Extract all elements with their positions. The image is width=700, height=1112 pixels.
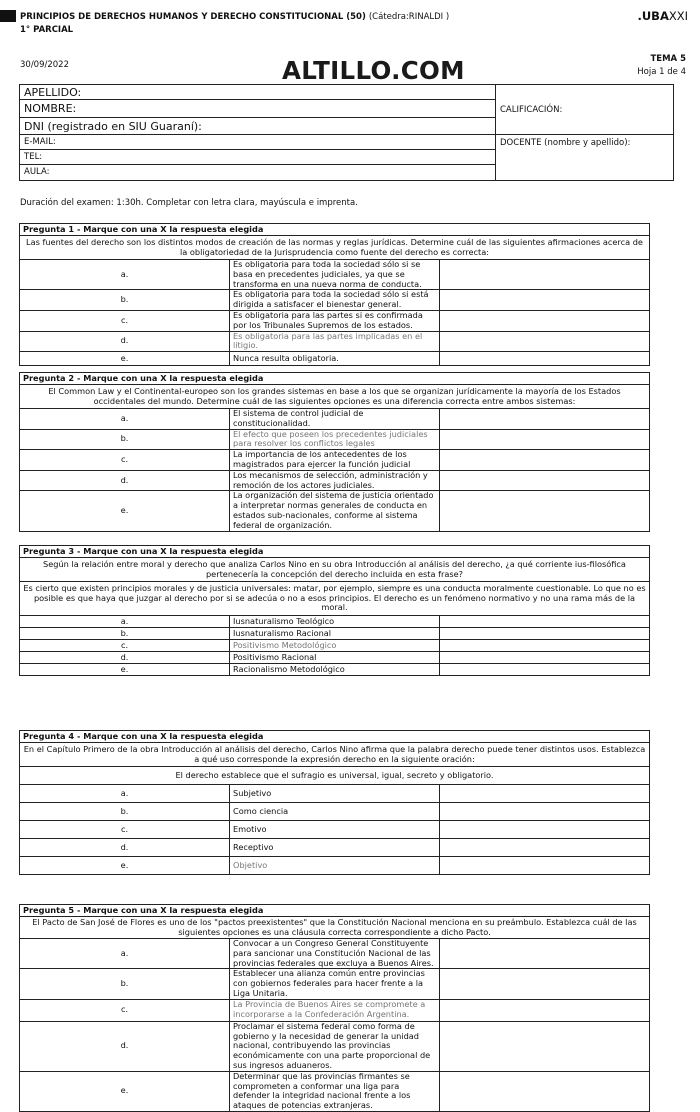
- answer-box[interactable]: [440, 470, 650, 491]
- question-title: Pregunta 5 - Marque con una X la respuesta elegida: [20, 905, 650, 917]
- answer-box[interactable]: [440, 628, 650, 640]
- option-text: Objetivo: [230, 857, 440, 875]
- apellido-field[interactable]: APELLIDO:: [20, 85, 495, 100]
- option-text: La Provincia de Buenos Aires se compromete a incorporarse a la Confederación Argentina.: [230, 999, 440, 1021]
- option-text: Es obligatoria para toda la sociedad sólo si está dirigida a satisfacer el bienestar general.: [230, 290, 440, 311]
- answer-box[interactable]: [440, 999, 650, 1021]
- option-letter: e.: [20, 664, 230, 676]
- option-text: Nunca resulta obligatoria.: [230, 352, 440, 366]
- option-letter: c.: [20, 999, 230, 1021]
- option-text: El sistema de control judicial de constitucionalidad.: [230, 409, 440, 430]
- answer-box[interactable]: [440, 640, 650, 652]
- option-text: Positivismo Racional: [230, 652, 440, 664]
- option-letter: c.: [20, 821, 230, 839]
- option-letter: c.: [20, 310, 230, 331]
- option-text: La organización del sistema de justicia orientado a interpretar normas generales de conducta en estados sub-nacionales, conforme al sistema federal de organización.: [230, 491, 440, 531]
- question-quote: Es cierto que existen principios morales y de justicia universales: matar, por ejemplo, siempre es una conducta moralmente cuestionable. Lo que no es posible es que haya que juzgar al derecho por si se adecúa o no a esos principios. El derecho es un fenómeno normativo y no una rama más de la moral.: [20, 582, 650, 616]
- answer-box[interactable]: [440, 803, 650, 821]
- question-title: Pregunta 4 - Marque con una X la respuesta elegida: [20, 731, 650, 743]
- course-title: [20, 12, 449, 22]
- option-letter: e.: [20, 1071, 230, 1111]
- uba-logo-bold: .UBA: [637, 9, 669, 23]
- option-letter: a.: [20, 616, 230, 628]
- aula-field[interactable]: AULA:: [24, 167, 50, 177]
- question-quote: El derecho establece que el sufragio es universal, igual, secreto y obligatorio.: [20, 767, 650, 785]
- option-letter: d.: [20, 839, 230, 857]
- question-prompt: El Pacto de San José de Flores es uno de los "pactos preexistentes" que la Constitución Nacional menciona en su preámbulo. Establezca cuál de las siguientes opciones es una cláusula correcta correspondiente a dicho Pacto.: [20, 917, 650, 939]
- student-fields: [20, 85, 496, 180]
- answer-box[interactable]: [440, 664, 650, 676]
- exam-instructions: Duración del examen: 1:30h. Completar con letra clara, mayúscula e imprenta.: [20, 198, 358, 208]
- question-title: Pregunta 3 - Marque con una X la respuesta elegida: [20, 546, 650, 558]
- question-3: [19, 545, 650, 676]
- question-title: Pregunta 2 - Marque con una X la respuesta elegida: [20, 373, 650, 385]
- answer-box[interactable]: [440, 652, 650, 664]
- option-letter: b.: [20, 628, 230, 640]
- option-text: La importancia de los antecedentes de los magistrados para ejercer la función judicial: [230, 450, 440, 471]
- header-black-mark: [0, 10, 16, 22]
- option-letter: b.: [20, 803, 230, 821]
- option-text: Como ciencia: [230, 803, 440, 821]
- option-text: Los mecanismos de selección, administración y remoción de los actores judiciales.: [230, 470, 440, 491]
- uba-logo: [637, 9, 688, 23]
- question-title: Pregunta 1 - Marque con una X la respuesta elegida: [20, 224, 650, 236]
- option-text: Racionalismo Metodológico: [230, 664, 440, 676]
- question-prompt: Según la relación entre moral y derecho que analiza Carlos Nino en su obra Introducción al análisis del derecho, ¿a qué corriente ius-filosófica pertenecería la concepción del derecho incluida en esta frase?: [20, 558, 650, 582]
- answer-box[interactable]: [440, 1021, 650, 1071]
- question-4: [19, 730, 650, 875]
- answer-box[interactable]: [440, 290, 650, 311]
- option-text: Es obligatoria para toda la sociedad sólo si se basa en precedentes judiciales, ya que se transforma en una nueva norma de conducta.: [230, 260, 440, 290]
- answer-box[interactable]: [440, 331, 650, 352]
- option-letter: b.: [20, 429, 230, 450]
- option-letter: d.: [20, 1021, 230, 1071]
- option-text: Es obligatoria para las partes implicadas en el litigio.: [230, 331, 440, 352]
- option-text: Iusnaturalismo Teológico: [230, 616, 440, 628]
- answer-box[interactable]: [440, 939, 650, 969]
- option-letter: a.: [20, 939, 230, 969]
- answer-box[interactable]: [440, 821, 650, 839]
- nombre-field[interactable]: NOMBRE:: [20, 100, 495, 118]
- answer-box[interactable]: [440, 785, 650, 803]
- catedra: (Cátedra:RINALDI ): [368, 12, 450, 22]
- answer-box[interactable]: [440, 409, 650, 430]
- question-prompt: En el Capítulo Primero de la obra Introducción al análisis del derecho, Carlos Nino afirma que la palabra derecho puede tener distintos usos. Establezca a qué uso corresponde la expresión derecho en la siguiente oración:: [20, 743, 650, 767]
- exam-date: 30/09/2022: [20, 60, 69, 70]
- answer-box[interactable]: [440, 310, 650, 331]
- dni-field[interactable]: DNI (registrado en SIU Guaraní):: [20, 118, 495, 135]
- answer-box[interactable]: [440, 839, 650, 857]
- altillo-watermark: ALTILLO.COM: [282, 56, 465, 85]
- question-1: [19, 223, 650, 366]
- option-letter: a.: [20, 785, 230, 803]
- calificacion-label: CALIFICACIÓN:: [500, 105, 563, 115]
- option-text: El efecto que poseen los precedentes judiciales para resolver los conflictos legales: [230, 429, 440, 450]
- answer-box[interactable]: [440, 969, 650, 999]
- question-prompt: El Common Law y el Continental-europeo son los grandes sistemas en base a los que se organizan jurídicamente la mayoría de los Estados occidentales del mundo. Determine cuál de las siguientes opciones es una diferencia correcta entre ambos sistemas:: [20, 385, 650, 409]
- page-counter: Hoja 1 de 4: [637, 67, 686, 77]
- option-text: Establecer una alianza común entre provincias con gobiernos federales para hacer frente a la Liga Unitaria.: [230, 969, 440, 999]
- answer-box[interactable]: [440, 352, 650, 366]
- option-letter: a.: [20, 409, 230, 430]
- option-letter: a.: [20, 260, 230, 290]
- uba-logo-rest: XXI: [668, 9, 688, 23]
- answer-box[interactable]: [440, 260, 650, 290]
- answer-box[interactable]: [440, 429, 650, 450]
- answer-box[interactable]: [440, 450, 650, 471]
- student-id-box: [19, 84, 674, 181]
- answer-box[interactable]: [440, 616, 650, 628]
- option-text: Convocar a un Congreso General Constituyente para sancionar una Constitución Nacional de las provincias federales que excluya a Buenos Aires.: [230, 939, 440, 969]
- option-letter: e.: [20, 352, 230, 366]
- option-letter: d.: [20, 470, 230, 491]
- option-text: Positivismo Metodológico: [230, 640, 440, 652]
- option-text: Iusnaturalismo Racional: [230, 628, 440, 640]
- option-letter: b.: [20, 969, 230, 999]
- answer-box[interactable]: [440, 1071, 650, 1111]
- option-text: Receptivo: [230, 839, 440, 857]
- question-2: [19, 372, 650, 532]
- answer-box[interactable]: [440, 857, 650, 875]
- option-text: Proclamar el sistema federal como forma de gobierno y la necesidad de generar la unidad nacional, contribuyendo las provincias económicamente con una parte proporcional de sus ingresos aduaneros.: [230, 1021, 440, 1071]
- right-divider: [495, 134, 673, 135]
- option-text: Subjetivo: [230, 785, 440, 803]
- option-letter: c.: [20, 640, 230, 652]
- docente-label: DOCENTE (nombre y apellido):: [500, 138, 631, 148]
- course-name: PRINCIPIOS DE DERECHOS HUMANOS Y DERECHO CONSTITUCIONAL (50): [20, 12, 366, 22]
- parcial-label: 1° PARCIAL: [20, 25, 74, 35]
- option-text: Emotivo: [230, 821, 440, 839]
- answer-box[interactable]: [440, 491, 650, 531]
- option-text: Es obligatoria para las partes si es confirmada por los Tribunales Supremos de los estados.: [230, 310, 440, 331]
- option-letter: d.: [20, 331, 230, 352]
- option-letter: e.: [20, 857, 230, 875]
- question-5: [19, 904, 650, 1112]
- email-field[interactable]: E-MAIL:: [20, 135, 495, 150]
- tel-field[interactable]: TEL:: [20, 150, 495, 165]
- tema-label: TEMA 5: [650, 54, 686, 64]
- option-letter: d.: [20, 652, 230, 664]
- option-letter: c.: [20, 450, 230, 471]
- option-text: Determinar que las provincias firmantes se comprometen a conformar una liga para defender la integridad nacional frente a los ataques de potencias extranjeras.: [230, 1071, 440, 1111]
- question-prompt: Las fuentes del derecho son los distintos modos de creación de las normas y reglas jurídicas. Determine cuál de las siguientes afirmaciones acerca de la obligatoriedad de la Jurisprudencia como fuente del derecho es correcta:: [20, 236, 650, 260]
- option-letter: e.: [20, 491, 230, 531]
- option-letter: b.: [20, 290, 230, 311]
